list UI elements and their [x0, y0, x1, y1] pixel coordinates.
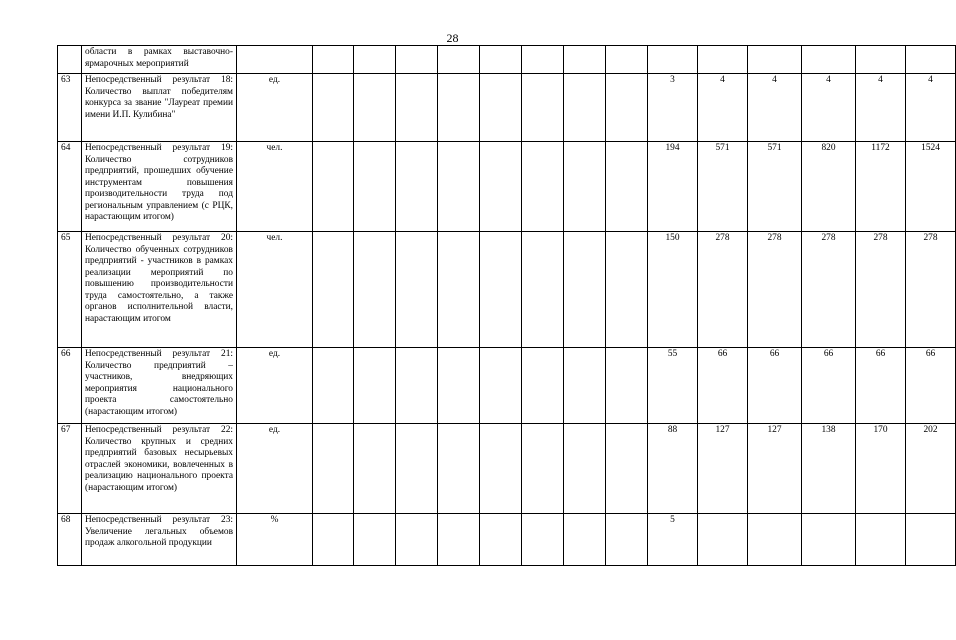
value-cell [313, 514, 354, 566]
value-cell [313, 74, 354, 142]
value-cell [522, 424, 564, 514]
unit-cell [237, 46, 313, 74]
value-cell: 194 [648, 142, 698, 232]
value-cell: 127 [748, 424, 802, 514]
value-cell: 1172 [856, 142, 906, 232]
value-cell [564, 142, 606, 232]
value-cell [480, 424, 522, 514]
value-cell [480, 142, 522, 232]
table-row [58, 232, 956, 348]
value-cell: 571 [748, 142, 802, 232]
value-cell [564, 348, 606, 424]
unit-cell: ед. [237, 74, 313, 142]
value-cell: 820 [802, 142, 856, 232]
value-cell [522, 348, 564, 424]
value-cell [313, 142, 354, 232]
result-description: Непосредственный результат 19: Количество сотрудников предприятий, прошедших обучение инструментам повышения производительности труда под региональным управлением (с РЦК, нарастающим итогом) [82, 142, 237, 232]
table-row [58, 46, 956, 74]
value-cell: 4 [802, 74, 856, 142]
value-cell: 3 [648, 74, 698, 142]
value-cell [802, 46, 856, 74]
value-cell: 66 [802, 348, 856, 424]
value-cell [522, 142, 564, 232]
table-row [58, 514, 956, 566]
result-description: Непосредственный результат 21: Количество предприятий – участников, внедряющих мероприятия национального проекта самостоятельно (нарастающим итогом) [82, 348, 237, 424]
value-cell [313, 46, 354, 74]
value-cell [396, 142, 438, 232]
table-row [58, 424, 956, 514]
value-cell [396, 74, 438, 142]
value-cell [522, 232, 564, 348]
unit-cell: чел. [237, 142, 313, 232]
value-cell: 88 [648, 424, 698, 514]
value-cell [313, 424, 354, 514]
unit-cell: % [237, 514, 313, 566]
value-cell [606, 424, 648, 514]
value-cell [856, 514, 906, 566]
value-cell [354, 74, 396, 142]
value-cell [354, 142, 396, 232]
row-number: 63 [58, 74, 82, 142]
value-cell [856, 46, 906, 74]
result-description: области в рамках выставочно-ярмарочных мероприятий [82, 46, 237, 74]
value-cell [313, 232, 354, 348]
value-cell [698, 514, 748, 566]
value-cell: 278 [802, 232, 856, 348]
value-cell [606, 46, 648, 74]
value-cell [564, 424, 606, 514]
result-description: Непосредственный результат 20: Количество обученных сотрудников предприятий - участников в рамках реализации мероприятий по повышению производительности труда самостоятельно, а также органов исполнительной власти, нарастающим итогом [82, 232, 237, 348]
value-cell [396, 424, 438, 514]
value-cell [396, 514, 438, 566]
value-cell [564, 514, 606, 566]
value-cell [564, 46, 606, 74]
row-number: 68 [58, 514, 82, 566]
table-row [58, 348, 956, 424]
value-cell [396, 46, 438, 74]
table-row [58, 74, 956, 142]
value-cell [606, 348, 648, 424]
value-cell [354, 514, 396, 566]
indicators-table [57, 45, 956, 566]
value-cell [438, 46, 480, 74]
value-cell [606, 142, 648, 232]
value-cell [522, 46, 564, 74]
row-number: 64 [58, 142, 82, 232]
value-cell: 55 [648, 348, 698, 424]
value-cell: 66 [698, 348, 748, 424]
value-cell [354, 232, 396, 348]
row-number: 65 [58, 232, 82, 348]
value-cell [438, 74, 480, 142]
value-cell: 202 [906, 424, 956, 514]
value-cell [564, 232, 606, 348]
value-cell: 1524 [906, 142, 956, 232]
value-cell [906, 514, 956, 566]
result-description: Непосредственный результат 22: Количество крупных и средних предприятий базовых несырьевых отраслей экономики, вовлеченных в реализацию национального проекта (нарастающим итогом) [82, 424, 237, 514]
value-cell [648, 46, 698, 74]
value-cell [480, 514, 522, 566]
value-cell [480, 348, 522, 424]
value-cell: 4 [856, 74, 906, 142]
value-cell: 5 [648, 514, 698, 566]
result-description: Непосредственный результат 23: Увеличение легальных объемов продаж алкогольной продукции [82, 514, 237, 566]
unit-cell: ед. [237, 348, 313, 424]
value-cell: 278 [698, 232, 748, 348]
value-cell [438, 424, 480, 514]
row-number [58, 46, 82, 74]
value-cell [396, 348, 438, 424]
value-cell [354, 348, 396, 424]
value-cell [748, 46, 802, 74]
value-cell [438, 142, 480, 232]
value-cell: 150 [648, 232, 698, 348]
value-cell [606, 514, 648, 566]
value-cell [480, 74, 522, 142]
value-cell: 278 [856, 232, 906, 348]
value-cell: 4 [748, 74, 802, 142]
value-cell [748, 514, 802, 566]
value-cell: 170 [856, 424, 906, 514]
value-cell [354, 424, 396, 514]
result-description: Непосредственный результат 18: Количество выплат победителям конкурса за звание "Лауреат премии имени И.П. Кулибина" [82, 74, 237, 142]
value-cell [802, 514, 856, 566]
value-cell: 4 [906, 74, 956, 142]
value-cell [396, 232, 438, 348]
value-cell: 4 [698, 74, 748, 142]
unit-cell: чел. [237, 232, 313, 348]
value-cell [313, 348, 354, 424]
value-cell: 571 [698, 142, 748, 232]
value-cell [606, 232, 648, 348]
value-cell: 66 [856, 348, 906, 424]
unit-cell: ед. [237, 424, 313, 514]
value-cell [438, 232, 480, 348]
row-number: 67 [58, 424, 82, 514]
value-cell [906, 46, 956, 74]
value-cell [480, 232, 522, 348]
value-cell [522, 514, 564, 566]
table-row [58, 142, 956, 232]
row-number: 66 [58, 348, 82, 424]
value-cell [438, 514, 480, 566]
value-cell: 127 [698, 424, 748, 514]
value-cell: 138 [802, 424, 856, 514]
value-cell [522, 74, 564, 142]
page-number: 28 [446, 31, 459, 45]
value-cell [698, 46, 748, 74]
value-cell: 66 [748, 348, 802, 424]
value-cell [606, 74, 648, 142]
value-cell: 278 [906, 232, 956, 348]
value-cell [480, 46, 522, 74]
value-cell [564, 74, 606, 142]
value-cell: 278 [748, 232, 802, 348]
value-cell [354, 46, 396, 74]
value-cell [438, 348, 480, 424]
value-cell: 66 [906, 348, 956, 424]
